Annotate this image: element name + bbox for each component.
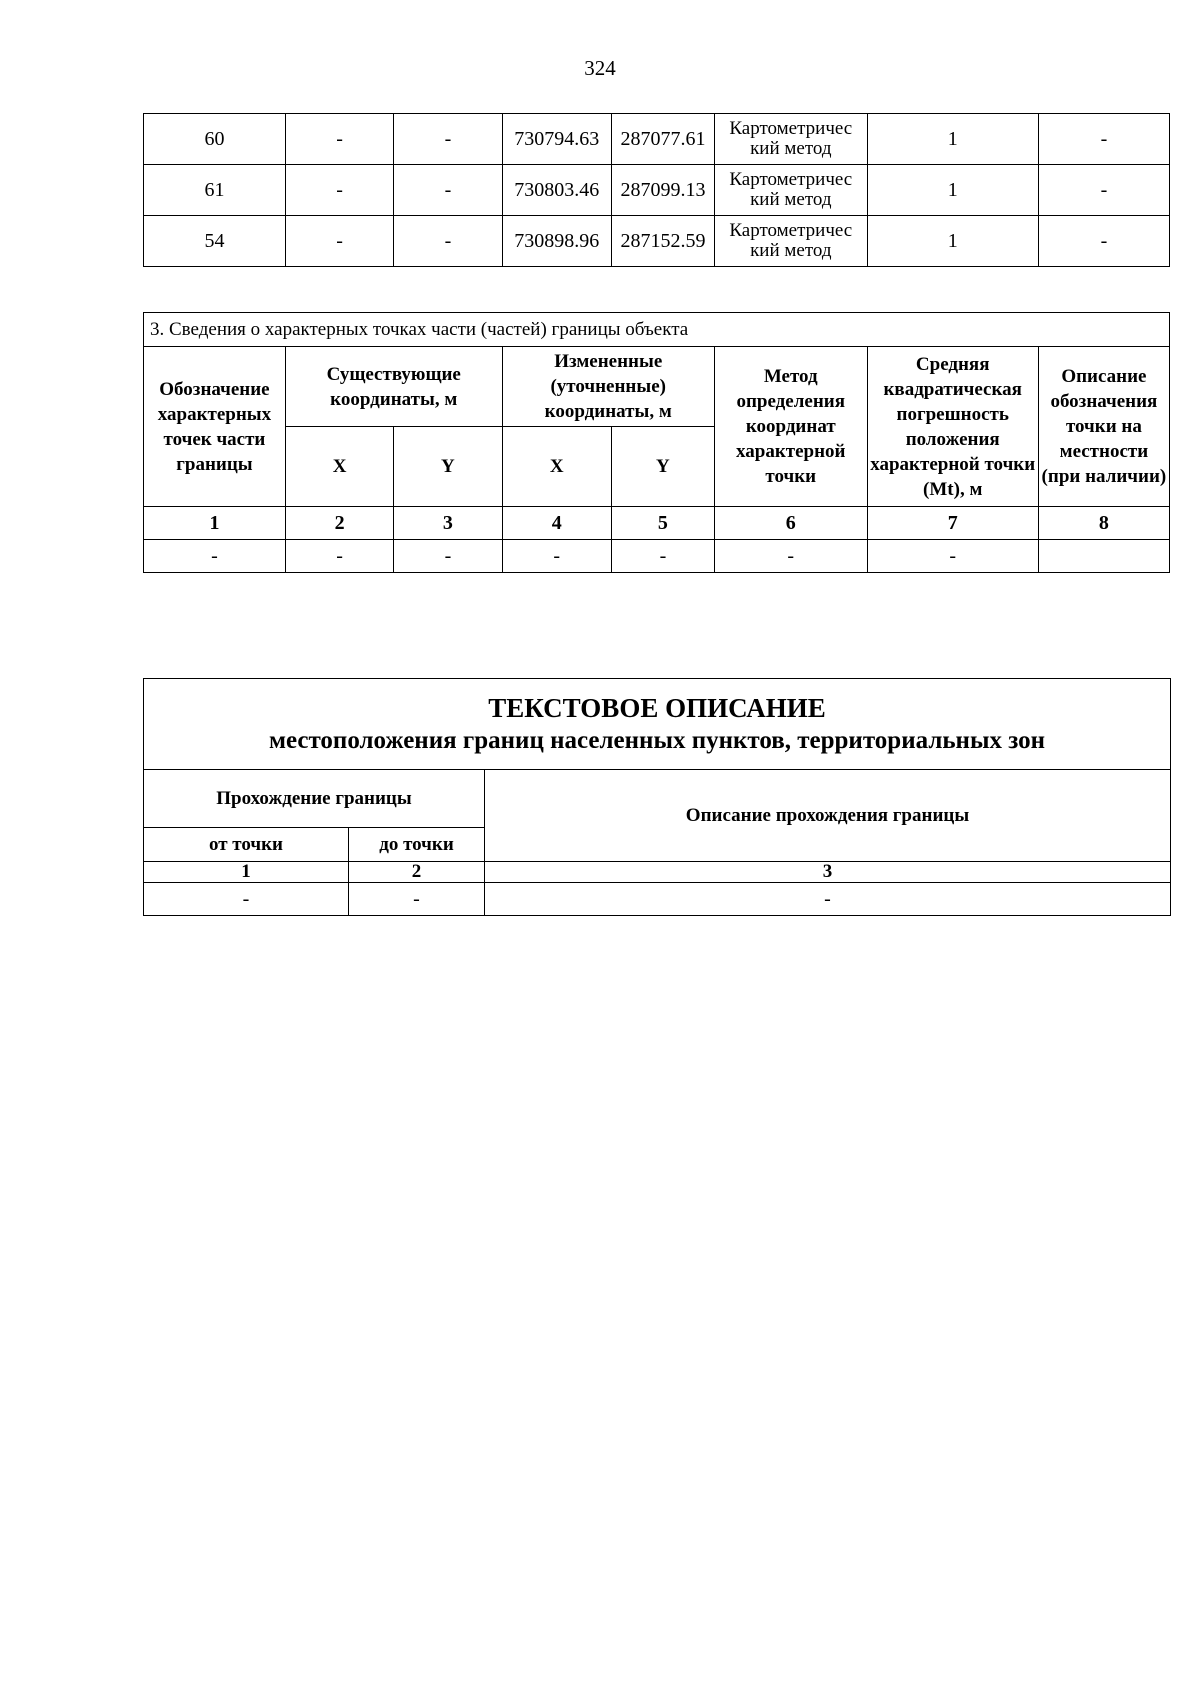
y-existing-cell: - — [394, 216, 502, 267]
boundary-text-description-table — [143, 678, 1171, 916]
accuracy-cell: 1 — [867, 165, 1038, 216]
header-x-existing: X — [285, 427, 393, 507]
method-cell: Картометричес кий метод — [714, 114, 867, 165]
empty-cell: - — [144, 883, 349, 916]
header-passage-description: Описание прохождения границы — [485, 770, 1171, 862]
description-title-block — [144, 679, 1171, 770]
table-row — [144, 216, 1170, 267]
column-number: 2 — [285, 507, 393, 540]
column-numbers-row — [144, 862, 1171, 883]
description-title: ТЕКСТОВОЕ ОПИСАНИЕ — [488, 693, 826, 723]
column-number: 1 — [144, 862, 349, 883]
x-existing-cell: - — [285, 165, 393, 216]
x-new-cell: 730794.63 — [502, 114, 611, 165]
coordinates-continuation-table — [143, 113, 1170, 267]
empty-cell: - — [611, 540, 714, 573]
table-row — [144, 165, 1170, 216]
y-new-cell: 287152.59 — [612, 216, 715, 267]
table-row — [144, 114, 1170, 165]
header-designation: Обозначение характерных точек части границы — [144, 347, 286, 507]
empty-cell — [1038, 540, 1169, 573]
empty-cell: - — [349, 883, 485, 916]
column-number: 6 — [714, 507, 867, 540]
accuracy-cell: 1 — [867, 216, 1038, 267]
accuracy-cell: 1 — [867, 114, 1038, 165]
point-cell: 61 — [144, 165, 286, 216]
part-boundary-points-table — [143, 312, 1170, 573]
description-subtitle: местоположения границ населенных пунктов, территориальных зон — [268, 727, 1046, 754]
description-cell: - — [1038, 114, 1169, 165]
header-accuracy: Средняя квадратическая погрешность положения характерной точки (Mt), м — [867, 347, 1038, 507]
empty-cell: - — [285, 540, 393, 573]
empty-cell: - — [144, 540, 286, 573]
empty-cell: - — [502, 540, 611, 573]
header-boundary-passage: Прохождение границы — [144, 770, 485, 828]
header-y-changed: Y — [611, 427, 714, 507]
header-description: Описание обозначения точки на местности (при наличии) — [1038, 347, 1169, 507]
empty-cell: - — [485, 883, 1171, 916]
y-new-cell: 287099.13 — [612, 165, 715, 216]
header-from-point: от точки — [144, 828, 349, 862]
empty-cell: - — [867, 540, 1038, 573]
point-cell: 60 — [144, 114, 286, 165]
column-number: 8 — [1038, 507, 1169, 540]
y-new-cell: 287077.61 — [612, 114, 715, 165]
column-number: 3 — [485, 862, 1171, 883]
method-cell: Картометричес кий метод — [714, 165, 867, 216]
x-new-cell: 730803.46 — [502, 165, 611, 216]
description-cell: - — [1038, 216, 1169, 267]
column-number: 1 — [144, 507, 286, 540]
column-number: 5 — [611, 507, 714, 540]
table-row — [144, 883, 1171, 916]
page-number: 324 — [584, 56, 616, 80]
empty-cell: - — [394, 540, 502, 573]
x-new-cell: 730898.96 — [502, 216, 611, 267]
point-cell: 54 — [144, 216, 286, 267]
description-cell: - — [1038, 165, 1169, 216]
header-changed-coordinates: Измененные (уточненные) координаты, м — [502, 347, 714, 427]
column-number: 4 — [502, 507, 611, 540]
x-existing-cell: - — [285, 216, 393, 267]
header-y-existing: Y — [394, 427, 502, 507]
column-number: 7 — [867, 507, 1038, 540]
section-title: 3. Сведения о характерных точках части (частей) границы объекта — [144, 313, 1170, 347]
column-number: 3 — [394, 507, 502, 540]
header-x-changed: X — [502, 427, 611, 507]
header-to-point: до точки — [349, 828, 485, 862]
column-number: 2 — [349, 862, 485, 883]
method-cell: Картометричес кий метод — [714, 216, 867, 267]
column-numbers-row — [144, 507, 1170, 540]
y-existing-cell: - — [394, 114, 502, 165]
empty-cell: - — [714, 540, 867, 573]
header-existing-coordinates: Существующие координаты, м — [285, 347, 502, 427]
table-row — [144, 540, 1170, 573]
x-existing-cell: - — [285, 114, 393, 165]
y-existing-cell: - — [394, 165, 502, 216]
header-method: Метод определения координат характерной точки — [714, 347, 867, 507]
